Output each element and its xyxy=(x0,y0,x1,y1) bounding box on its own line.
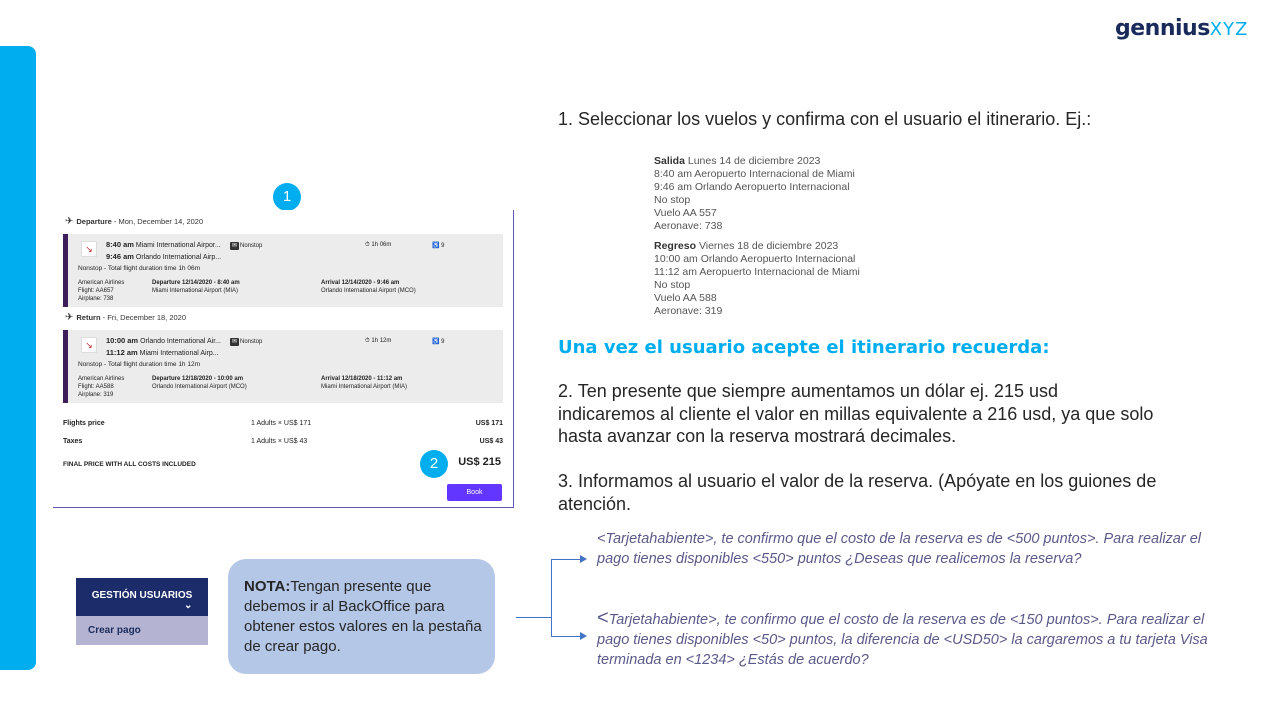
arrival-detail: Arrival 12/14/2020 - 9:46 am Orlando International Airport (MCO) xyxy=(321,280,416,294)
airline-logo-icon: ↘ xyxy=(81,241,97,257)
seats-label: ♿ 9 xyxy=(432,339,445,345)
taxes-row: Taxes 1 Adults × US$ 43 US$ 43 xyxy=(63,438,503,445)
script-example-1: <Tarjetahabiente>, te confirmo que el costo de la reserva es de <500 puntos>. Para realizar el pago tienes disponibles <550> puntos ¿Deseas que realicemos la reserva? xyxy=(597,531,1202,567)
itinerary-return: Regreso Viernes 18 de diciembre 2023 10:00 am Orlando Aeropuerto Internacional 11:12 am Aeropuerto Internacional de Miami No stop Vuelo AA 588 Aeronave: 319 xyxy=(654,240,860,317)
airline-logo-icon: ↘ xyxy=(81,337,97,353)
departure-times: 8:40 am Miami International Airpor... 9:46 am Orlando International Airp... xyxy=(106,240,222,261)
total-duration: Nonstop - Total flight duration time 1h 06m xyxy=(78,265,201,272)
return-times: 10:00 am Orlando International Air... 11:12 am Miami International Airp... xyxy=(106,336,221,357)
note-callout: NOTA:Tengan presente que debemos ir al BackOffice para obtener estos valores en la pestaña de crear pago. xyxy=(228,559,495,674)
connector-line xyxy=(551,559,581,560)
step-badge-1: 1 xyxy=(273,183,301,211)
connector-line xyxy=(516,617,551,618)
step-badge-2: 2 xyxy=(420,450,448,478)
connector-line xyxy=(551,559,552,637)
menu-item-crear-pago[interactable]: Crear pago xyxy=(76,616,208,645)
final-price-amount: US$ 215 xyxy=(458,456,501,468)
script-example-2: <Tarjetahabiente>, te confirmo que el costo de la reserva es de <150 puntos>. Para realizar el pago tienes disponibles <50> puntos, la diferencia de <USD50> la cargaremos a tu tarjeta Visa terminada en <1234> ¿Estás de acuerdo? xyxy=(597,607,1208,668)
total-duration: Nonstop - Total flight duration time 1h 12m xyxy=(78,361,201,368)
return-flight-box[interactable] xyxy=(63,330,503,403)
step-1-text: 1. Seleccionar los vuelos y confirma con el usuario el itinerario. Ej.: xyxy=(558,109,1092,129)
seats-label: ♿ 9 xyxy=(432,243,445,249)
return-header: ✈ Return - Fri, December 18, 2020 xyxy=(65,312,187,323)
plane-departure-icon: ✈ xyxy=(65,216,74,227)
arrow-right-icon xyxy=(580,632,587,640)
nonstop-tag: ✉ Nonstop xyxy=(231,243,263,249)
departure-header: ✈ Departure - Mon, December 14, 2020 xyxy=(65,216,204,227)
duration-label: ⏱ 1h 12m xyxy=(365,338,392,344)
arrow-right-icon xyxy=(580,555,587,563)
arrival-detail: Arrival 12/18/2020 - 11:12 am Miami International Airport (MIA) xyxy=(321,376,408,390)
departure-detail: Departure 12/18/2020 - 10:00 am Orlando International Airport (MCO) xyxy=(152,376,247,390)
step-2-text: 2. Ten presente que siempre aumentamos un dólar ej. 215 usd indicaremos al cliente el valor en millas equivalente a 216 usd, ya que solo hasta avanzar con la reserva mostrará decimales. xyxy=(558,381,1154,446)
duration-label: ⏱ 1h 06m xyxy=(365,242,392,248)
nonstop-tag: ✉ Nonstop xyxy=(231,339,263,345)
menu-header[interactable]: GESTIÓN USUARIOS ⌄ xyxy=(76,578,208,616)
chevron-down-icon: ⌄ xyxy=(184,600,193,611)
gestion-usuarios-menu xyxy=(76,578,208,645)
airline-info: American Airlines Flight: AA657 Airplane: 738 xyxy=(78,280,125,302)
connector-line xyxy=(551,636,581,637)
itinerary-departure: Salida Lunes 14 de diciembre 2023 8:40 am Aeropuerto Internacional de Miami 9:46 am Orlando Aeropuerto Internacional No stop Vuelo AA 557 Aeronave: 738 xyxy=(654,155,855,232)
departure-flight-box[interactable] xyxy=(63,234,503,307)
airline-info: American Airlines Flight: AA588 Airplane: 319 xyxy=(78,376,125,398)
reminder-heading: Una vez el usuario acepte el itinerario recuerda: xyxy=(558,337,1050,358)
plane-return-icon: ✈ xyxy=(65,312,74,323)
accent-side-bar xyxy=(0,46,36,670)
flights-price-row: Flights price 1 Adults × US$ 171 US$ 171 xyxy=(63,420,503,427)
mail-icon: ✉ xyxy=(231,339,238,345)
gennius-logo: genniusXYZ xyxy=(1115,16,1249,41)
mail-icon: ✉ xyxy=(231,243,238,249)
step-3-text: 3. Informamos al usuario el valor de la reserva. (Apóyate en los guiones de atención. xyxy=(558,471,1157,514)
final-price-label: FINAL PRICE WITH ALL COSTS INCLUDED xyxy=(63,461,196,468)
departure-detail: Departure 12/14/2020 - 8:40 am Miami International Airport (MIA) xyxy=(152,280,240,294)
book-button[interactable]: Book xyxy=(447,484,502,501)
